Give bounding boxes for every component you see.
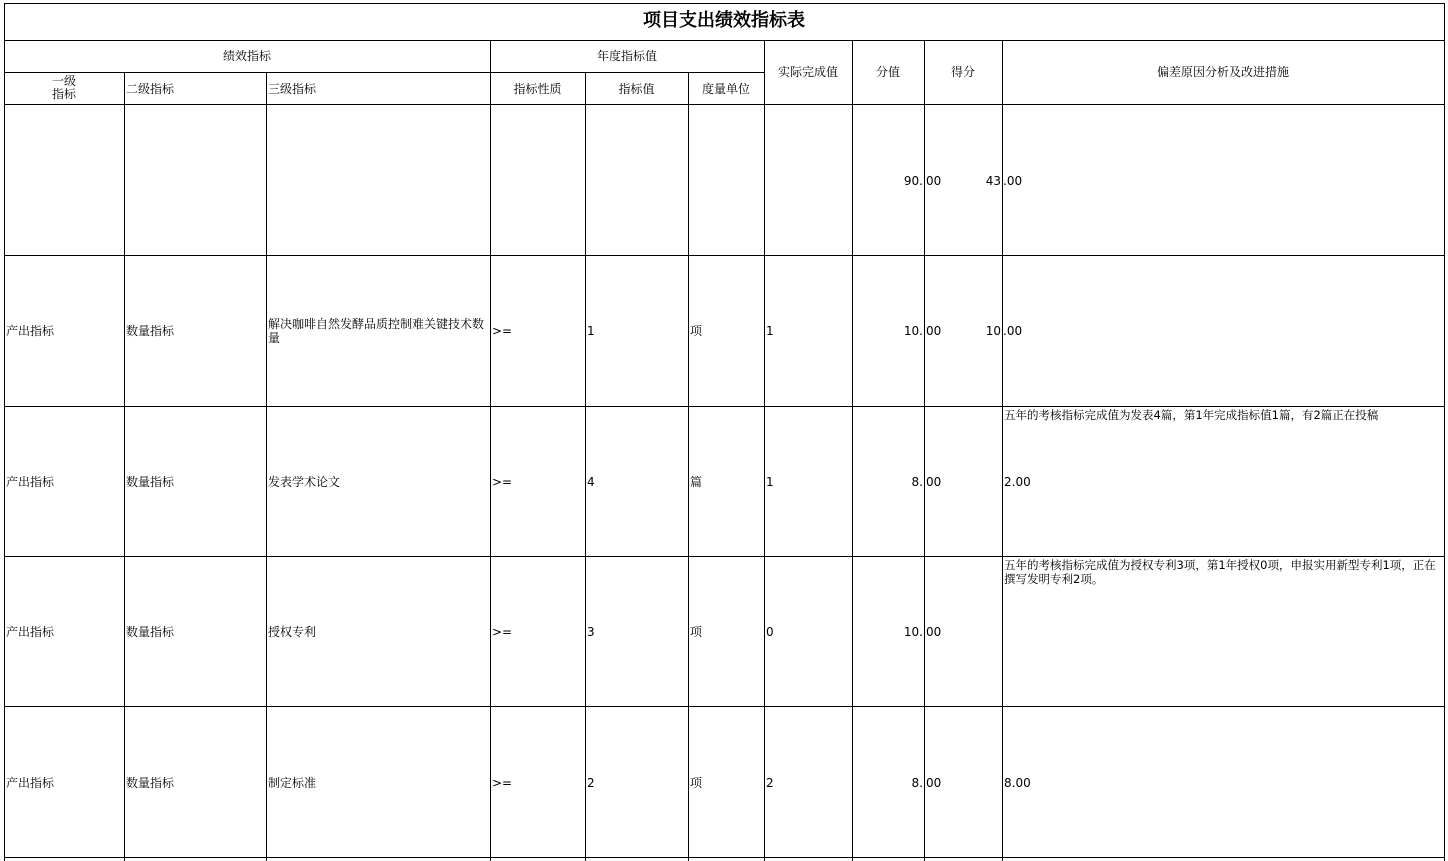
row-2-got-dec: 2.00 (1004, 475, 1031, 489)
header-actual-completion: 实际完成值 (777, 65, 838, 79)
row-4-score-dec: 00 (926, 776, 942, 790)
grid-line (585, 72, 586, 861)
row-2-level3: 发表学术论文 (268, 475, 341, 489)
row-2-score-dec: 00 (926, 475, 942, 489)
header-annual-target: 年度指标值 (596, 49, 657, 63)
row-1-score-int: 10. (903, 324, 923, 338)
grid-line (124, 72, 125, 861)
header-indicator-value: 指标值 (618, 82, 655, 96)
row-2-nature: >= (492, 475, 513, 489)
row-0-got-dec: .00 (1003, 174, 1023, 188)
row-4-got-dec: 8.00 (1004, 776, 1031, 790)
grid-line (4, 406, 1444, 407)
grid-line (266, 72, 267, 861)
row-3-level1: 产出指标 (6, 625, 55, 639)
header-performance-indicators: 绩效指标 (222, 49, 271, 63)
row-0-got-int: 43 (985, 174, 1001, 188)
grid-line (4, 556, 1444, 557)
row-1-actual: 1 (766, 324, 774, 338)
table-title: 项目支出绩效指标表 (643, 10, 805, 31)
header-score-obtained: 得分 (950, 65, 975, 79)
grid-line (1002, 40, 1003, 861)
header-level2: 二级指标 (126, 82, 175, 96)
header-score-value: 分值 (875, 65, 900, 79)
row-4-score-int: 8. (911, 776, 923, 790)
header-deviation-analysis: 偏差原因分析及改进措施 (1156, 65, 1289, 79)
grid-line (490, 40, 491, 861)
row-3-value: 3 (587, 625, 595, 639)
header-level1: 一级 指标 (51, 74, 76, 101)
row-2-value: 4 (587, 475, 595, 489)
row-2-actual: 1 (766, 475, 774, 489)
row-4-level2: 数量指标 (126, 776, 175, 790)
row-0-score-dec: 00 (926, 174, 942, 188)
row-3-level2: 数量指标 (126, 625, 175, 639)
row-1-unit: 项 (690, 324, 703, 338)
grid-line (688, 72, 689, 861)
row-1-value: 1 (587, 324, 595, 338)
row-4-actual: 2 (766, 776, 774, 790)
row-1-score-dec: 00 (926, 324, 942, 338)
grid-line (4, 104, 1444, 105)
header-unit: 度量单位 (701, 82, 750, 96)
grid-line (924, 40, 925, 861)
row-1-level3: 解决咖啡自然发酵品质控制难关键技术数量 (268, 317, 485, 345)
grid-line (4, 3, 1444, 4)
row-3-note: 五年的考核指标完成值为授权专利3项，第1年授权0项，申报实用新型专利1项，正在撰写发明专利2项。 (1004, 558, 1436, 586)
row-4-unit: 项 (690, 776, 703, 790)
row-3-score-int: 10. (903, 625, 923, 639)
row-2-level2: 数量指标 (126, 475, 175, 489)
row-1-got-int: 10 (985, 324, 1001, 338)
row-3-nature: >= (492, 625, 513, 639)
row-4-value: 2 (587, 776, 595, 790)
row-1-level1: 产出指标 (6, 324, 55, 338)
grid-line (764, 40, 765, 861)
grid-line (4, 706, 1444, 707)
row-1-level2: 数量指标 (126, 324, 175, 338)
grid-line (4, 857, 1444, 858)
grid-line (4, 40, 1444, 41)
row-2-note: 五年的考核指标完成值为发表4篇，第1年完成指标值1篇，有2篇正在投稿 (1004, 408, 1379, 422)
row-3-score-dec: 00 (926, 625, 942, 639)
row-2-level1: 产出指标 (6, 475, 55, 489)
row-2-score-int: 8. (911, 475, 923, 489)
row-3-actual: 0 (766, 625, 774, 639)
header-indicator-nature: 指标性质 (513, 82, 562, 96)
row-4-level3: 制定标准 (268, 776, 317, 790)
header-level3: 三级指标 (268, 82, 317, 96)
grid-line (1444, 3, 1445, 861)
grid-line (4, 3, 5, 861)
row-3-unit: 项 (690, 625, 703, 639)
row-0-score-int: 90. (903, 174, 923, 188)
row-3-level3: 授权专利 (268, 625, 317, 639)
row-4-level1: 产出指标 (6, 776, 55, 790)
row-4-nature: >= (492, 776, 513, 790)
grid-line (4, 72, 764, 73)
row-1-nature: >= (492, 324, 513, 338)
row-1-got-dec: .00 (1003, 324, 1023, 338)
grid-line (4, 255, 1444, 256)
row-2-unit: 篇 (690, 475, 703, 489)
grid-line (852, 40, 853, 861)
